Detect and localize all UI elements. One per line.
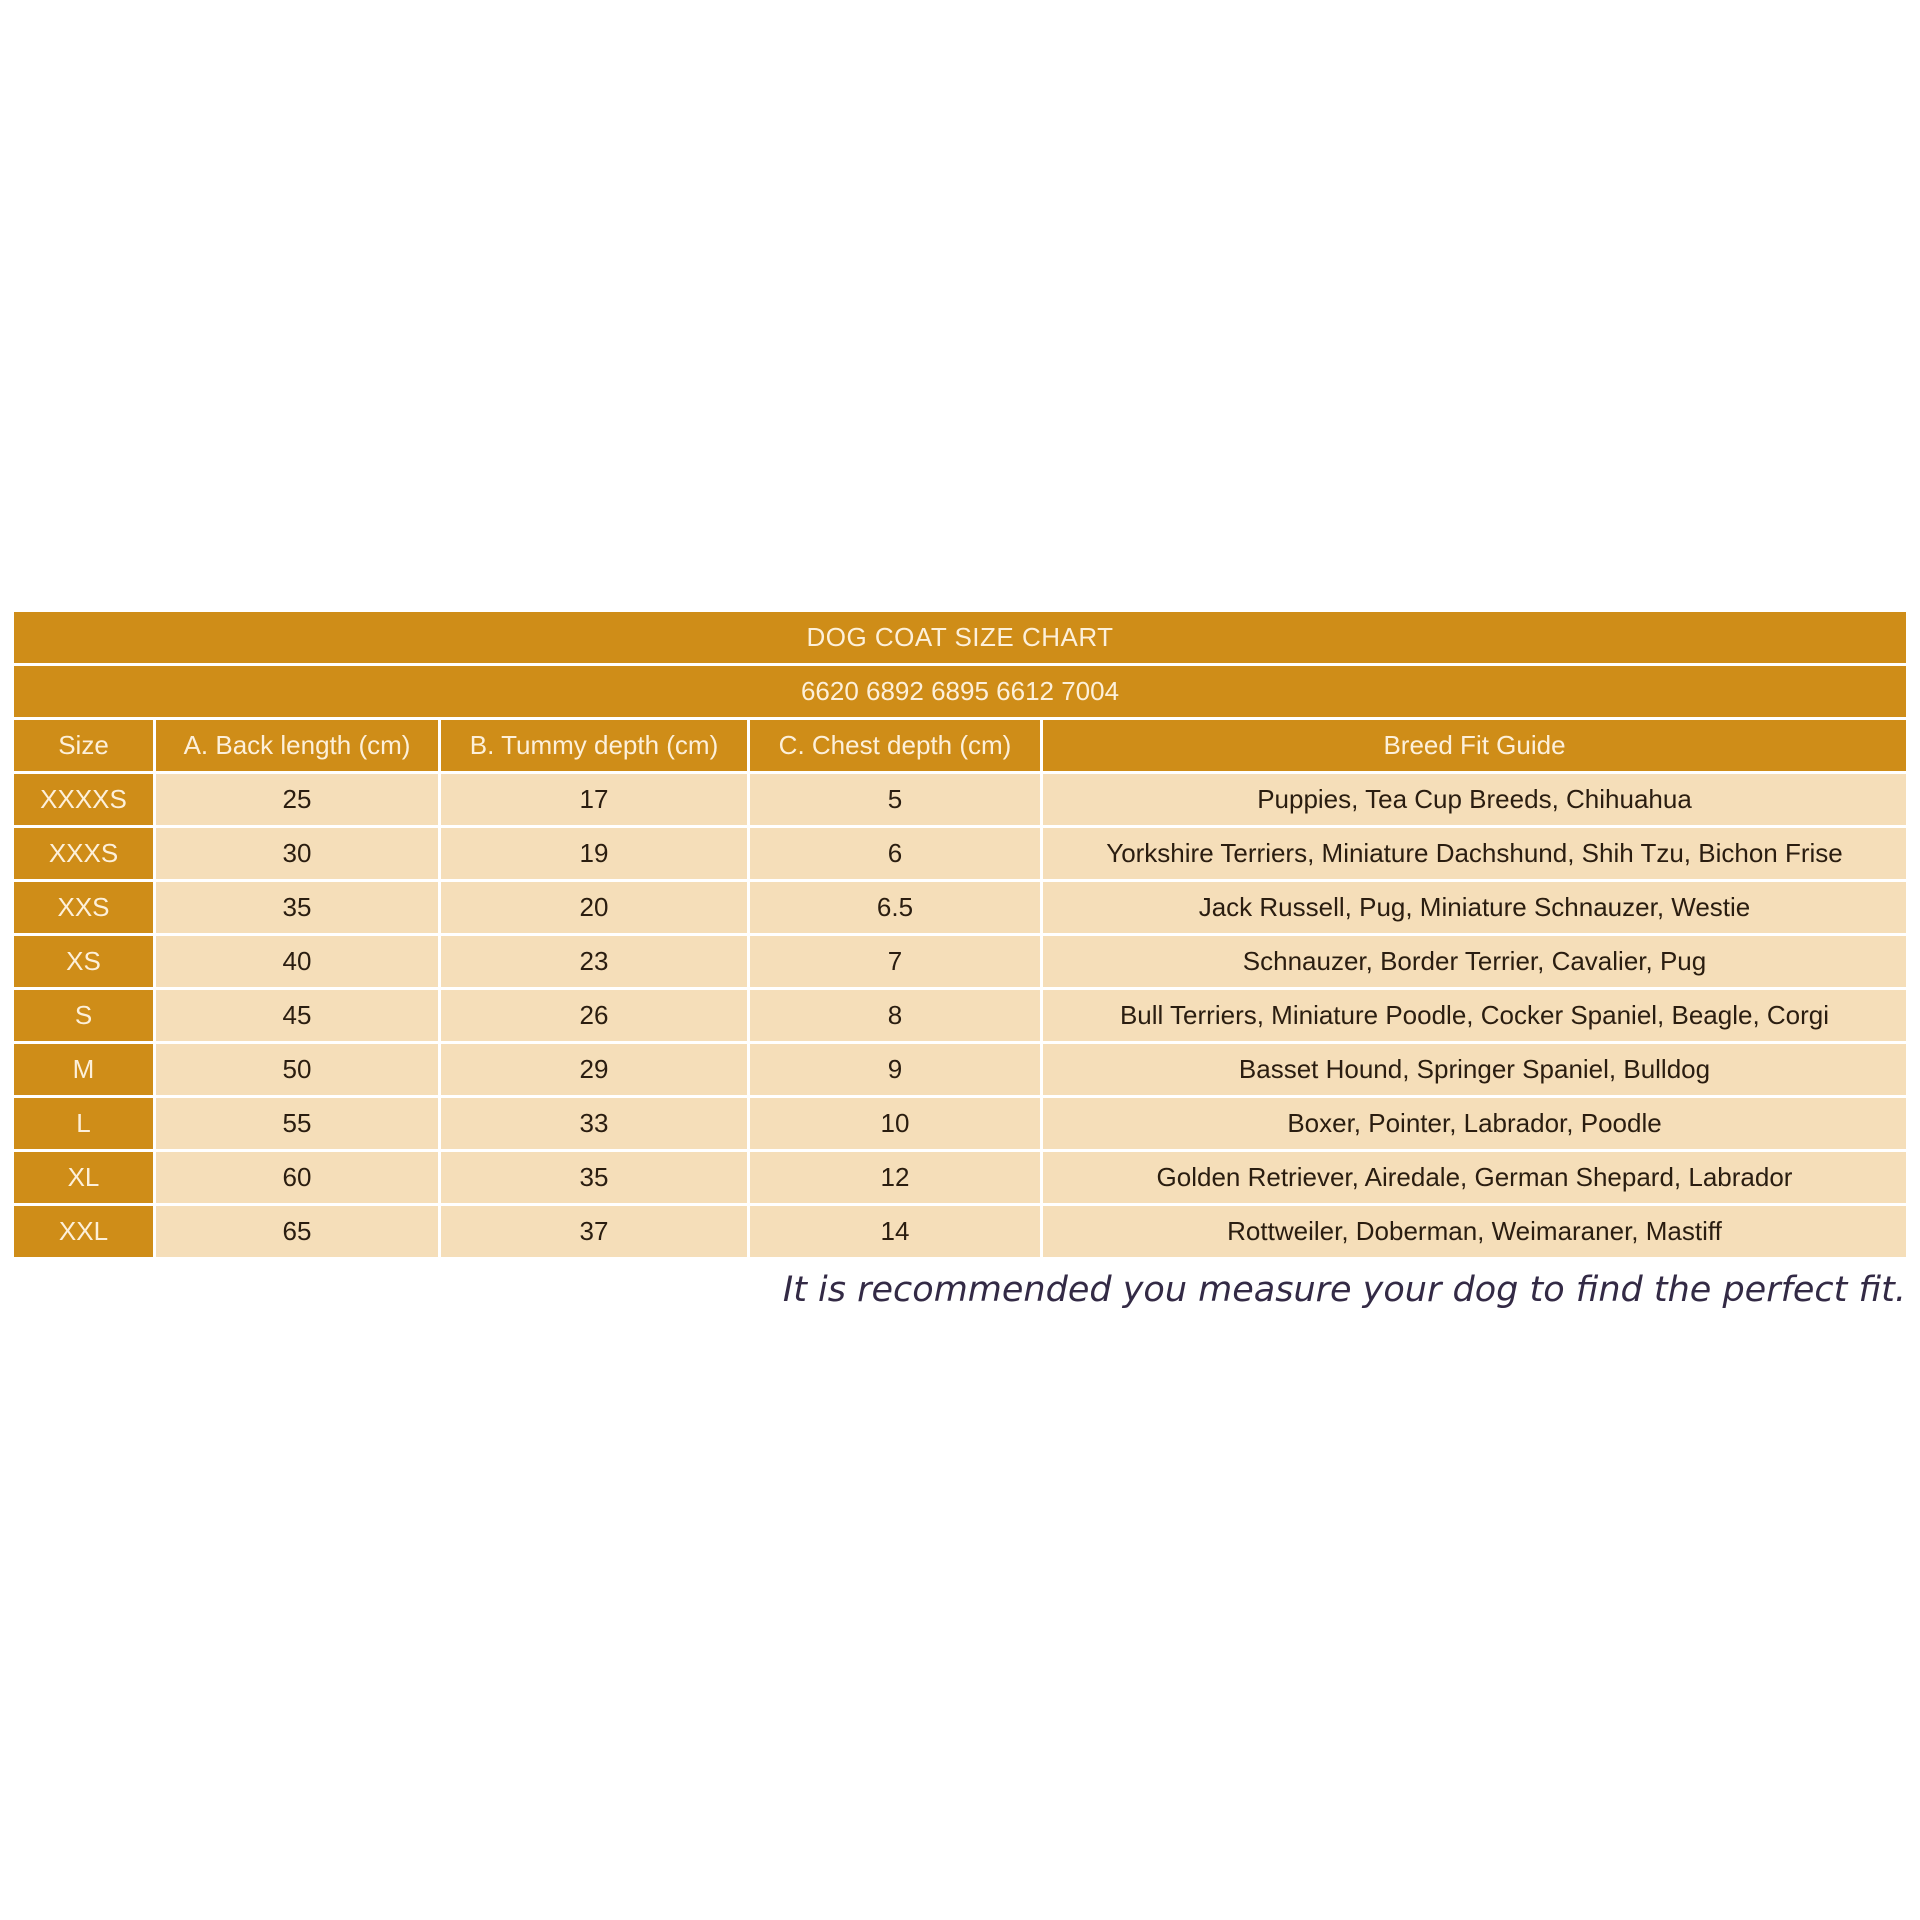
tummy-depth-value: 19 [441, 828, 747, 879]
size-label: XL [14, 1152, 153, 1203]
back-length-value: 50 [156, 1044, 438, 1095]
column-header-tummy-depth: B. Tummy depth (cm) [441, 720, 747, 771]
back-length-value: 60 [156, 1152, 438, 1203]
back-length-value: 65 [156, 1206, 438, 1257]
table-row [14, 882, 1906, 933]
table-row [14, 1152, 1906, 1203]
breed-fit-value: Bull Terriers, Miniature Poodle, Cocker Spaniel, Beagle, Corgi [1043, 990, 1906, 1041]
tummy-depth-value: 20 [441, 882, 747, 933]
breed-fit-value: Schnauzer, Border Terrier, Cavalier, Pug [1043, 936, 1906, 987]
fit-recommendation-note: It is recommended you measure your dog to find the perfect fit. [782, 1270, 1906, 1310]
column-header-chest-depth: C. Chest depth (cm) [750, 720, 1040, 771]
size-table [11, 609, 1909, 1260]
chest-depth-value: 5 [750, 774, 1040, 825]
column-header-back-length: A. Back length (cm) [156, 720, 438, 771]
tummy-depth-value: 23 [441, 936, 747, 987]
column-header-breed-fit-guide: Breed Fit Guide [1043, 720, 1906, 771]
tummy-depth-value: 26 [441, 990, 747, 1041]
breed-fit-value: Rottweiler, Doberman, Weimaraner, Mastiff [1043, 1206, 1906, 1257]
tummy-depth-value: 33 [441, 1098, 747, 1149]
breed-fit-value: Puppies, Tea Cup Breeds, Chihuahua [1043, 774, 1906, 825]
product-codes: 6620 6892 6895 6612 7004 [14, 666, 1906, 717]
column-header-size: Size [14, 720, 153, 771]
table-row [14, 1044, 1906, 1095]
size-label: XXXXS [14, 774, 153, 825]
chart-title: DOG COAT SIZE CHART [14, 612, 1906, 663]
tummy-depth-value: 37 [441, 1206, 747, 1257]
back-length-value: 55 [156, 1098, 438, 1149]
size-label: XXXS [14, 828, 153, 879]
back-length-value: 40 [156, 936, 438, 987]
chest-depth-value: 7 [750, 936, 1040, 987]
table-row [14, 1098, 1906, 1149]
size-label: XS [14, 936, 153, 987]
breed-fit-value: Basset Hound, Springer Spaniel, Bulldog [1043, 1044, 1906, 1095]
tummy-depth-value: 17 [441, 774, 747, 825]
back-length-value: 45 [156, 990, 438, 1041]
table-row [14, 828, 1906, 879]
size-label: L [14, 1098, 153, 1149]
column-header-row [14, 720, 1906, 771]
size-label: M [14, 1044, 153, 1095]
chest-depth-value: 8 [750, 990, 1040, 1041]
breed-fit-value: Jack Russell, Pug, Miniature Schnauzer, Westie [1043, 882, 1906, 933]
table-row [14, 1206, 1906, 1257]
size-label: S [14, 990, 153, 1041]
size-label: XXS [14, 882, 153, 933]
back-length-value: 30 [156, 828, 438, 879]
tummy-depth-value: 35 [441, 1152, 747, 1203]
chest-depth-value: 14 [750, 1206, 1040, 1257]
table-row [14, 774, 1906, 825]
back-length-value: 35 [156, 882, 438, 933]
chest-depth-value: 9 [750, 1044, 1040, 1095]
tummy-depth-value: 29 [441, 1044, 747, 1095]
breed-fit-value: Golden Retriever, Airedale, German Shepard, Labrador [1043, 1152, 1906, 1203]
breed-fit-value: Yorkshire Terriers, Miniature Dachshund, Shih Tzu, Bichon Frise [1043, 828, 1906, 879]
breed-fit-value: Boxer, Pointer, Labrador, Poodle [1043, 1098, 1906, 1149]
chest-depth-value: 10 [750, 1098, 1040, 1149]
size-label: XXL [14, 1206, 153, 1257]
chest-depth-value: 6 [750, 828, 1040, 879]
size-chart [14, 612, 1906, 1257]
chest-depth-value: 6.5 [750, 882, 1040, 933]
table-row [14, 990, 1906, 1041]
table-row [14, 936, 1906, 987]
back-length-value: 25 [156, 774, 438, 825]
chest-depth-value: 12 [750, 1152, 1040, 1203]
